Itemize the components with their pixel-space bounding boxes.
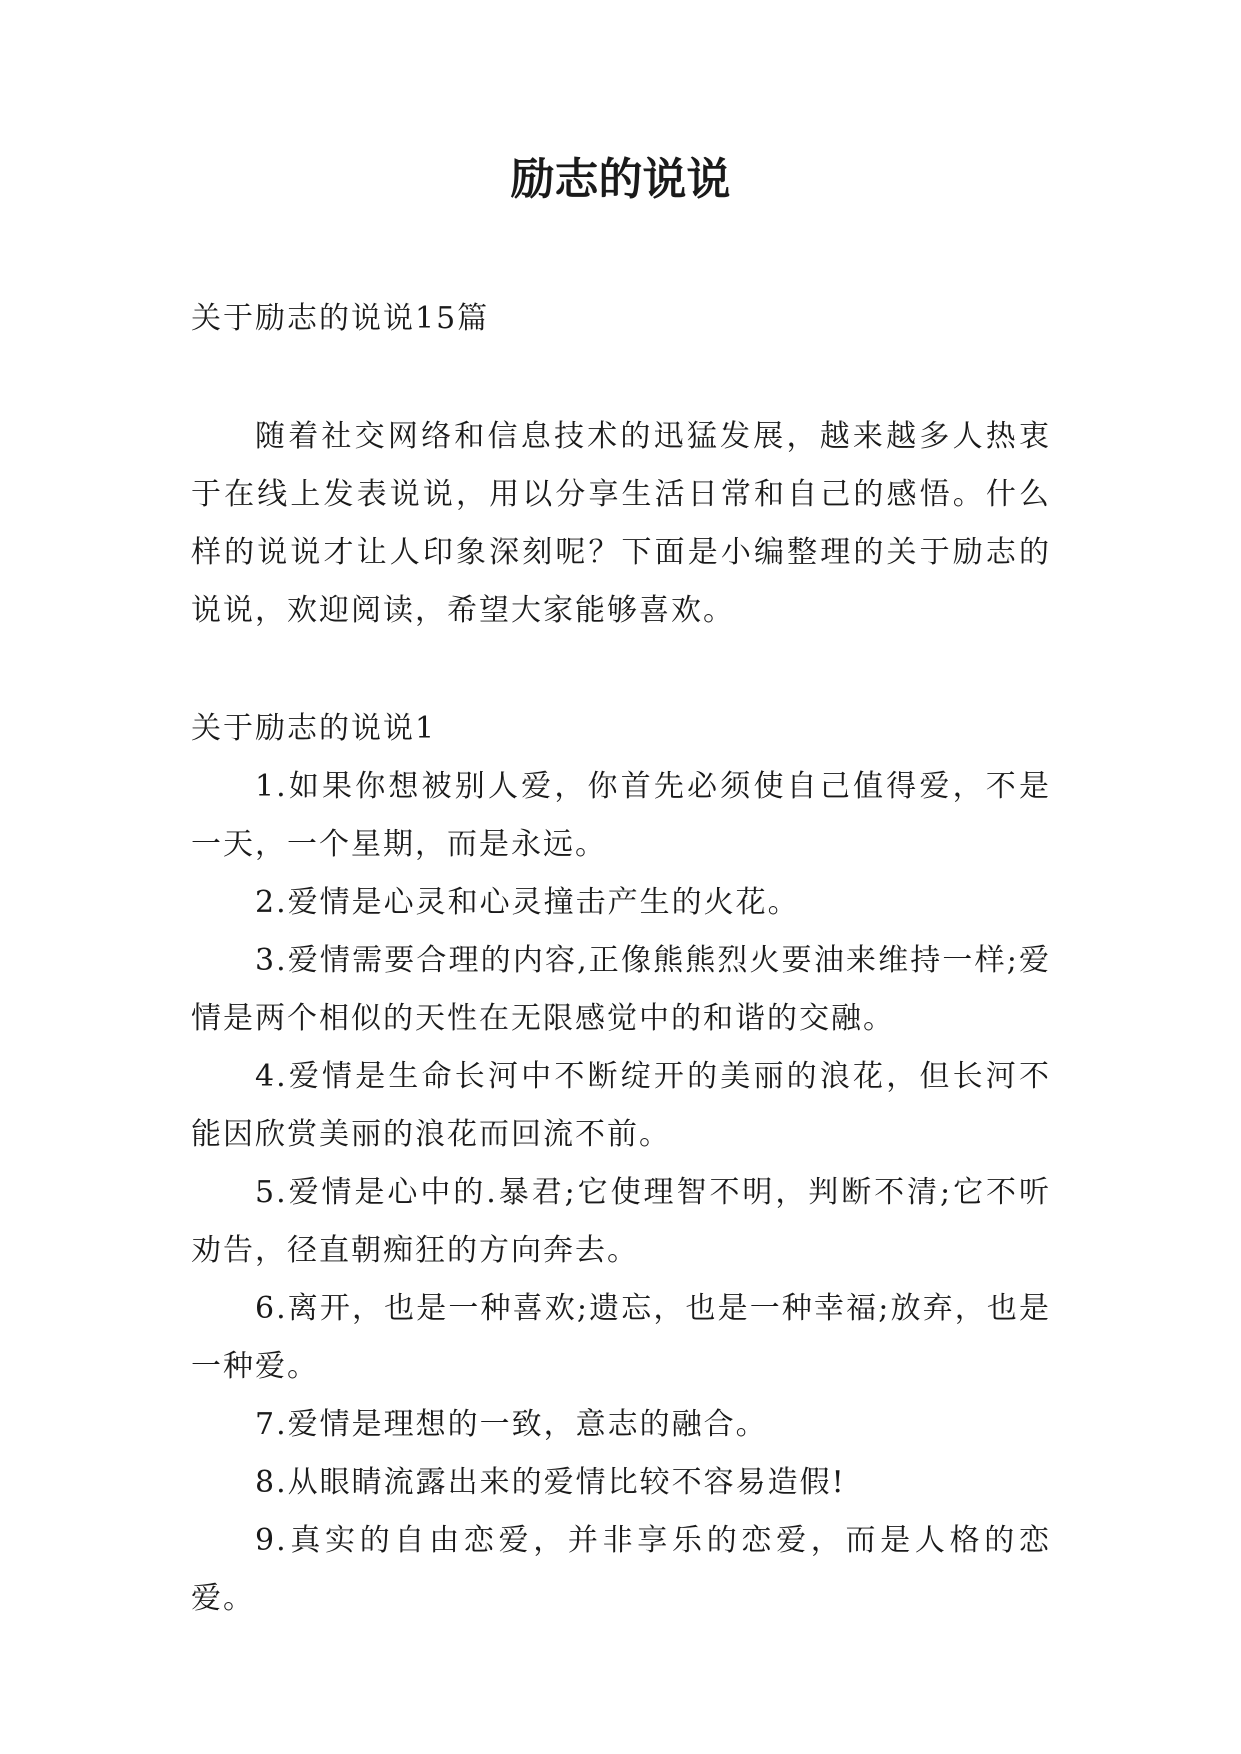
- list-item: 8.从眼睛流露出来的爱情比较不容易造假!: [255, 1465, 846, 1500]
- document-body: [191, 290, 1051, 1628]
- list-item: 5.爱情是心中的.暴君;它使理智不明，判断不清;它不听劝告，径直朝痴狂的方向奔去。: [191, 1175, 1051, 1268]
- section-title: 关于励志的说说1: [191, 711, 437, 746]
- list-item: 4.爱情是生命长河中不断绽开的美丽的浪花，但长河不能因欣赏美丽的浪花而回流不前。: [191, 1059, 1051, 1152]
- document-subtitle: 关于励志的说说15篇: [191, 301, 490, 336]
- intro-paragraph: 随着社交网络和信息技术的迅猛发展，越来越多人热衷于在线上发表说说，用以分享生活日常和自己的感悟。什么样的说说才让人印象深刻呢？下面是小编整理的关于励志的说说，欢迎阅读，希望大家能够喜欢。: [191, 419, 1051, 628]
- list-item: 3.爱情需要合理的内容,正像熊熊烈火要油来维持一样;爱情是两个相似的天性在无限感觉中的和谐的交融。: [191, 943, 1051, 1036]
- list-item: 9.真实的自由恋爱，并非享乐的恋爱，而是人格的恋爱。: [191, 1523, 1051, 1616]
- list-item: 6.离开，也是一种喜欢;遗忘，也是一种幸福;放弃，也是一种爱。: [191, 1291, 1051, 1384]
- spacer: [191, 348, 1051, 408]
- list-item: 7.爱情是理想的一致，意志的融合。: [255, 1407, 768, 1442]
- spacer: [191, 640, 1051, 700]
- list-item: 1.如果你想被别人爱，你首先必须使自己值得爱，不是一天，一个星期，而是永远。: [191, 769, 1051, 862]
- list-item: 2.爱情是心灵和心灵撞击产生的火花。: [255, 885, 800, 920]
- document-title: 励志的说说: [510, 154, 731, 205]
